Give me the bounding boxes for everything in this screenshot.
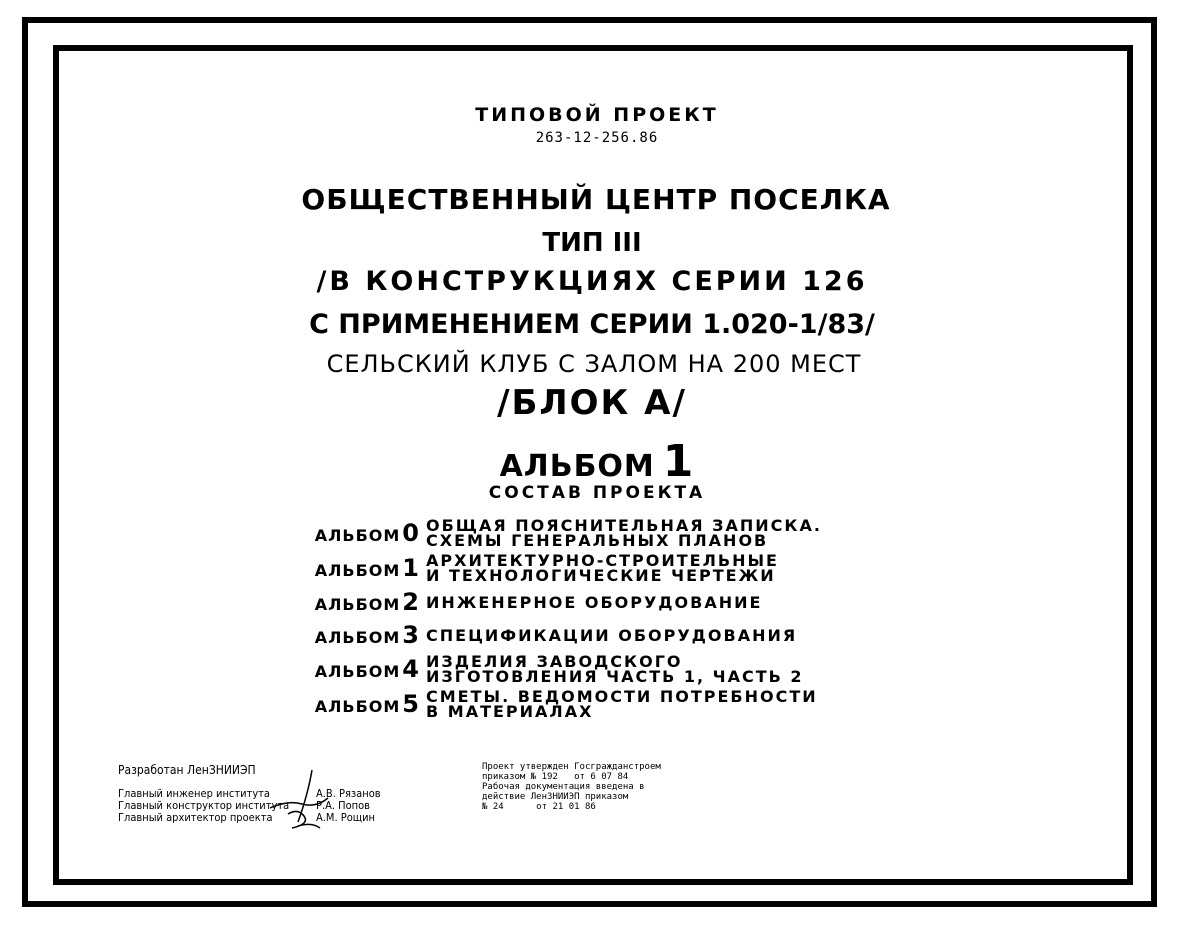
album-item-description xyxy=(426,592,763,612)
album-item-desc-line: ИЗГОТОВЛЕНИЯ ЧАСТЬ 1, ЧАСТЬ 2 xyxy=(426,667,804,686)
album-item-number: 4 xyxy=(402,655,420,683)
album-item-number: 0 xyxy=(402,519,420,547)
composition-heading: СОСТАВ ПРОЕКТА xyxy=(488,483,706,503)
approval-line: № 24 от 21 01 86 xyxy=(482,802,596,812)
title-line-1: ОБЩЕСТВЕННЫЙ ЦЕНТР ПОСЕЛКА xyxy=(301,183,891,216)
album-item-number: 1 xyxy=(402,554,420,582)
signature-icon xyxy=(268,764,348,844)
album-item-desc-line: ОБЩАЯ ПОЯСНИТЕЛЬНАЯ ЗАПИСКА. xyxy=(426,516,822,535)
album-list-item xyxy=(272,553,972,583)
credit-role: Главный инженер института xyxy=(118,787,270,800)
approval-block xyxy=(482,762,661,812)
album-item-label xyxy=(272,519,426,547)
album-item-desc-line: И ТЕХНОЛОГИЧЕСКИЕ ЧЕРТЕЖИ xyxy=(426,566,776,585)
album-item-label xyxy=(272,655,426,683)
project-type-heading: ТИПОВОЙ ПРОЕКТ xyxy=(475,104,719,126)
album-item-word: АЛЬБОМ xyxy=(314,628,401,647)
subtitle: СЕЛЬСКИЙ КЛУБ С ЗАЛОМ НА 200 МЕСТ xyxy=(326,350,862,378)
album-item-desc-line: СПЕЦИФИКАЦИИ ОБОРУДОВАНИЯ xyxy=(426,625,798,645)
credit-name: А.М. Рощин xyxy=(316,811,375,824)
album-heading-number: 1 xyxy=(662,436,695,487)
album-list-item xyxy=(272,621,972,649)
approval-line: Проект утвержден Госгражданстроем xyxy=(482,762,661,772)
album-item-number: 5 xyxy=(402,690,420,718)
album-item-number: 3 xyxy=(402,621,420,649)
album-item-number: 2 xyxy=(402,588,420,616)
album-item-label xyxy=(272,621,426,649)
album-item-description xyxy=(426,553,779,583)
album-list xyxy=(272,518,972,724)
album-item-desc-line: СХЕМЫ ГЕНЕРАЛЬНЫХ ПЛАНОВ xyxy=(426,531,769,550)
album-item-desc-line: ИЗДЕЛИЯ ЗАВОДСКОГО xyxy=(426,652,683,671)
album-list-item xyxy=(272,654,972,684)
album-item-word: АЛЬБОМ xyxy=(314,595,401,614)
album-item-desc-line: СМЕТЫ. ВЕДОМОСТИ ПОТРЕБНОСТИ xyxy=(426,687,818,706)
album-item-desc-line: ИНЖЕНЕРНОЕ ОБОРУДОВАНИЕ xyxy=(426,592,763,612)
album-item-description xyxy=(426,689,818,719)
credit-role: Главный конструктор института xyxy=(118,799,290,812)
project-number: 263-12-256.86 xyxy=(535,130,659,146)
album-list-item xyxy=(272,689,972,719)
album-item-word: АЛЬБОМ xyxy=(314,662,401,681)
album-item-word: АЛЬБОМ xyxy=(314,526,401,545)
album-list-item xyxy=(272,518,972,548)
album-list-item xyxy=(272,588,972,616)
block-label: /БЛОК А/ xyxy=(497,383,687,423)
album-item-desc-line: В МАТЕРИАЛАХ xyxy=(426,702,594,721)
album-item-word: АЛЬБОМ xyxy=(314,697,401,716)
credit-name: Р.А. Попов xyxy=(316,799,371,812)
album-item-label xyxy=(272,554,426,582)
title-line-4: С ПРИМЕНЕНИЕМ СЕРИИ 1.020-1/83/ xyxy=(309,309,875,340)
album-item-label xyxy=(272,690,426,718)
album-item-description xyxy=(426,654,804,684)
album-heading-label: АЛЬБОМ xyxy=(499,449,655,484)
album-item-word: АЛЬБОМ xyxy=(314,561,401,580)
title-line-2: ТИП III xyxy=(542,228,642,258)
developer-line: Разработан ЛенЗНИИЭП xyxy=(118,763,256,777)
approval-line: Рабочая документация введена в xyxy=(482,782,645,792)
credit-name: А.В. Рязанов xyxy=(316,787,381,800)
credit-role: Главный архитектор проекта xyxy=(118,811,273,824)
title-line-3: /В КОНСТРУКЦИЯХ СЕРИИ 126 xyxy=(316,266,868,297)
approval-line: действие ЛенЗНИИЭП приказом xyxy=(482,792,629,802)
album-item-description xyxy=(426,625,798,645)
album-item-label xyxy=(272,588,426,616)
album-item-desc-line: АРХИТЕКТУРНО-СТРОИТЕЛЬНЫЕ xyxy=(426,551,779,570)
album-item-description xyxy=(426,518,822,548)
approval-line: приказом № 192 от 6 07 84 xyxy=(482,772,629,782)
album-heading xyxy=(0,436,1184,487)
credits-block xyxy=(118,764,381,824)
